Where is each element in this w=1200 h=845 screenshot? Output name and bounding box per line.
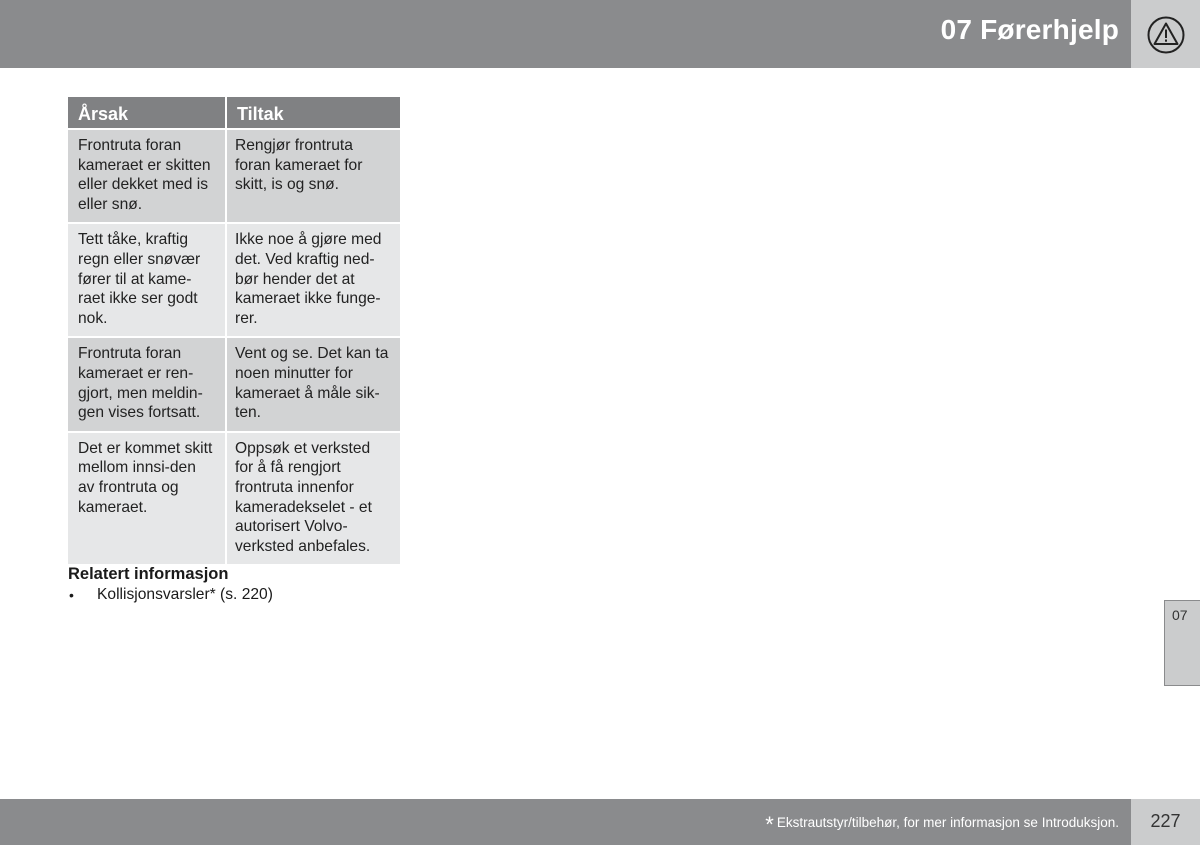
table-row [68,337,400,431]
footnote-star: * [765,812,774,837]
cause-cell: Frontruta foran kameraet er skitten eller dekket med is eller snø. [68,129,226,223]
page-number: 227 [1150,811,1181,831]
page-number-box [1131,799,1200,845]
table-row [68,432,400,566]
header-bar [0,0,1131,68]
bullet-icon: • [69,587,74,603]
column-header-cause: Årsak [68,97,226,129]
header-icon-box [1131,0,1200,68]
action-cell: Oppsøk et verksted for å få rengjort frontruta innenfor kameradekselet - et autorisert Volvo-verksted anbefales. [226,432,400,566]
footer-note [765,812,1119,838]
cause-cell: Det er kommet skitt mellom innsi-den av frontruta og kameraet. [68,432,226,566]
cause-cell: Tett tåke, kraftig regn eller snøvær fører til at kame-raet ikke ser godt nok. [68,223,226,337]
cause-cell: Frontruta foran kameraet er ren-gjort, men meldin-gen vises fortsatt. [68,337,226,431]
action-cell: Rengjør frontruta foran kameraet for skitt, is og snø. [226,129,400,223]
chapter-tab[interactable] [1164,600,1200,686]
related-link-label[interactable]: Kollisjonsvarsler* (s. 220) [97,586,273,603]
related-info-heading: Relatert informasjon [68,565,229,583]
action-cell: Ikke noe å gjøre med det. Ved kraftig ned-bør hender det at kameraet ikke funge-rer. [226,223,400,337]
related-info-list [68,585,273,605]
action-cell: Vent og se. Det kan ta noen minutter for kameraet å måle sik-ten. [226,337,400,431]
table-header-row [68,97,400,129]
chapter-title: 07 Førerhjelp [940,14,1119,45]
cause-action-table [68,97,400,566]
table-row [68,129,400,223]
footer-bar [0,799,1131,845]
chapter-tab-label: 07 [1172,607,1188,623]
column-header-action: Tiltak [226,97,400,129]
footnote-text: Ekstrautstyr/tilbehør, for mer informasjon se Introduksjon. [776,815,1119,830]
table-row [68,223,400,337]
related-link-item[interactable] [68,585,273,605]
warning-triangle-icon [1147,16,1185,54]
